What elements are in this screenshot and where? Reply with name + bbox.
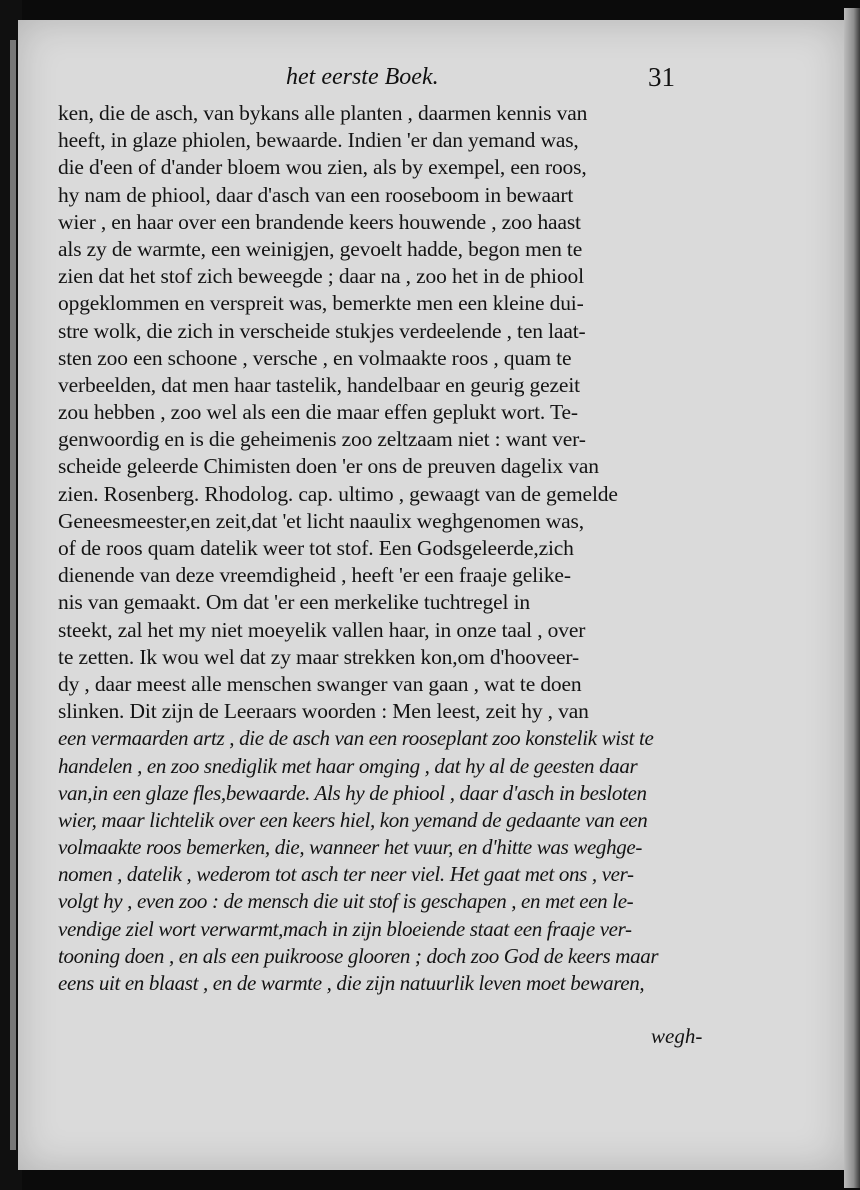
italic-text-line: nomen , datelik , wederom tot asch ter neer viel. Het gaat met ons , ver- (58, 862, 634, 887)
italic-text-line: vendige ziel wort verwarmt,mach in zijn bloeiende staat een fraaje ver- (58, 916, 632, 941)
text-line: steekt, zal het my niet moeyelik vallen haar, in onze taal , over (58, 617, 586, 642)
text-line: genwoordig en is die geheimenis zoo zeltzaam niet : want ver- (58, 427, 586, 452)
italic-text-line: handelen , en zoo snediglik met haar omging , dat hy al de geesten daar (58, 753, 638, 778)
text-line: scheide geleerde Chimisten doen 'er ons de preuven dagelix van (58, 454, 599, 479)
italic-text-line: volgt hy , even zoo : de mensch die uit stof is geschapen , en met een le- (58, 889, 634, 914)
text-line: opgeklommen en verspreit was, bemerkte men een kleine dui- (58, 291, 584, 316)
text-line: of de roos quam datelik weer tot stof. Een Godsgeleerde,zich (58, 536, 574, 560)
italic-text-line: volmaakte roos bemerken, die, wanneer het vuur, en d'hitte was weghge- (58, 835, 642, 860)
text-line: ken, die de asch, van bykans alle planten , daarmen kennis van (58, 101, 588, 125)
text-line: heeft, in glaze phiolen, bewaarde. Indien 'er dan yemand was, (58, 128, 579, 153)
text-line: slinken. Dit zijn de Leeraars woorden : Men leest, zeit hy , van (58, 699, 589, 724)
text-line: te zetten. Ik wou wel dat zy maar strekken kon,om d'hooveer- (58, 644, 580, 669)
text-line: zien. Rosenberg. Rhodolog. cap. ultimo , gewaagt van de gemelde (58, 481, 618, 506)
text-line: nis van gemaakt. Om dat 'er een merkelike tuchtregel in (58, 590, 531, 615)
body-text (58, 100, 718, 997)
text-line: dy , daar meest alle menschen swanger van gaan , wat te doen (58, 671, 582, 696)
text-line: die d'een of d'ander bloem wou zien, als by exempel, een roos, (58, 155, 587, 180)
italic-text-line: tooning doen , en als een puikroose glooren ; doch zoo God de keers maar (58, 943, 659, 968)
text-line: stre wolk, die zich in verscheide stukjes verdeelende , ten laat- (58, 318, 586, 343)
page-number: 31 (648, 62, 675, 92)
italic-text-line: eens uit en blaast , en de warmte , die zijn natuurlik leven moet bewaren, (58, 971, 645, 995)
italic-text-line: van,in een glaze fles,bewaarde. Als hy de phiool , daar d'asch in besloten (58, 780, 647, 805)
right-page-edge (844, 8, 860, 1188)
text-line: verbeelden, dat men haar tastelik, handelbaar en geurig gezeit (58, 372, 580, 397)
catchword: wegh- (651, 1024, 703, 1048)
text-line: Geneesmeester,en zeit,dat 'et licht naaulix weghgenomen was, (58, 508, 584, 533)
text-line: hy nam de phiool, daar d'asch van een rooseboom in bewaart (58, 182, 574, 207)
text-line: als zy de warmte, een weinigjen, gevoelt hadde, begon men te (58, 236, 583, 261)
text-line: sten zoo een schoone , versche , en volmaakte roos , quam te (58, 345, 572, 370)
text-line: zien dat het stof zich beweegde ; daar na , zoo het in de phiool (58, 264, 584, 289)
text-line: zou hebben , zoo wel als een die maar effen geplukt wort. Te- (58, 400, 578, 425)
italic-text-line: een vermaarden artz , die de asch van een rooseplant zoo konstelik wist te (58, 726, 654, 751)
text-line: dienende van deze vreemdigheid , heeft 'er een fraaje gelike- (58, 563, 571, 588)
running-head: het eerste Boek. (286, 64, 439, 90)
binding-stripe (10, 40, 16, 1150)
italic-text-line: wier, maar lichtelik over een keers hiel, kon yemand de gedaante van een (58, 807, 648, 832)
text-line: wier , en haar over een brandende keers houwende , zoo haast (58, 209, 581, 234)
